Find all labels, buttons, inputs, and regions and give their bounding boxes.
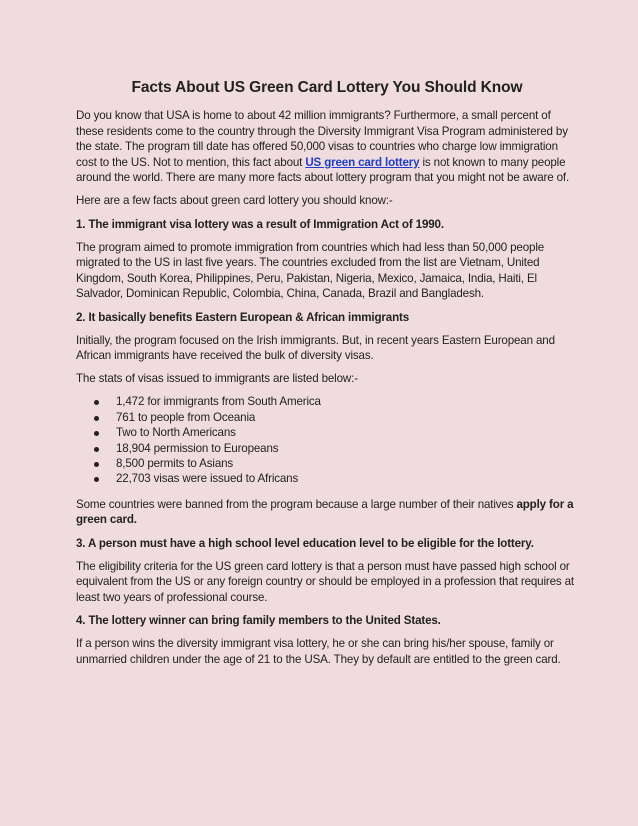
list-item: 22,703 visas were issued to Africans: [76, 471, 578, 486]
intro-paragraph: [76, 108, 578, 186]
section-3-body: The eligibility criteria for the US green card lottery is that a person must have passed high school or equivalent from the US or any foreign country or should be employed in a profession that requires at least two years of professional course.: [76, 559, 574, 604]
stats-list: [76, 394, 578, 486]
section-4-body: If a person wins the diversity immigrant visa lottery, he or she can bring his/her spouse, family or unmarried children under the age of 21 to the USA. They by default are entitled to the green card.: [76, 637, 561, 666]
section-3-heading: 3. A person must have a high school level education level to be eligible for the lottery.: [76, 536, 534, 550]
section-2-body: Initially, the program focused on the Irish immigrants. But, in recent years Eastern European and African immigrants have received the bulk of diversity visas.: [76, 333, 555, 363]
closing-text: Some countries were banned from the program because a large number of their natives: [76, 497, 517, 511]
section-4-heading: 4. The lottery winner can bring family members to the United States.: [76, 613, 441, 627]
intro-text: Do you know that USA is home to about 42 million immigrants? Furthermore, a small percent of these residents come to the country through the Diversity Immigrant Visa Program administered by the state. The program till date has offered 50,000 visas to countries who charge low immigration cost to the US. Not to mention, this fact about: [76, 109, 568, 169]
section-2-closing: [76, 497, 578, 528]
section-2-heading: 2. It basically benefits Eastern European & African immigrants: [76, 310, 410, 324]
section-1-heading: 1. The immigrant visa lottery was a result of Immigration Act of 1990.: [76, 217, 444, 231]
list-item: 18,904 permission to Europeans: [76, 441, 578, 456]
list-item: 1,472 for immigrants from South America: [76, 394, 578, 409]
list-item: Two to North Americans: [76, 425, 578, 440]
lead-paragraph: Here are a few facts about green card lottery you should know:-: [76, 194, 393, 208]
page-title: Facts About US Green Card Lottery You Should Know: [131, 79, 523, 96]
closing-bold-text: apply for a green card.: [76, 497, 574, 527]
list-item: 761 to people from Oceania: [76, 410, 578, 425]
stats-intro: The stats of visas issued to immigrants are listed below:-: [76, 372, 358, 386]
section-1-body: The program aimed to promote immigration from countries which had less than 50,000 people migrated to the US in last five years. The countries excluded from the list are Vietnam, United Kingdom, South Korea, Philippines, Peru, Pakistan, Nigeria, Mexico, Jamaica, India, Haiti, El Salvador, Dominican Republic, Colombia, China, Canada, Brazil and Bangladesh.: [76, 240, 545, 301]
list-item: 8,500 permits to Asians: [76, 456, 578, 471]
green-card-lottery-link[interactable]: US green card lottery: [305, 155, 420, 169]
intro-text-end: is not known to many people around the world. There are many more facts about lottery program that you might not be aware of.: [76, 155, 570, 185]
